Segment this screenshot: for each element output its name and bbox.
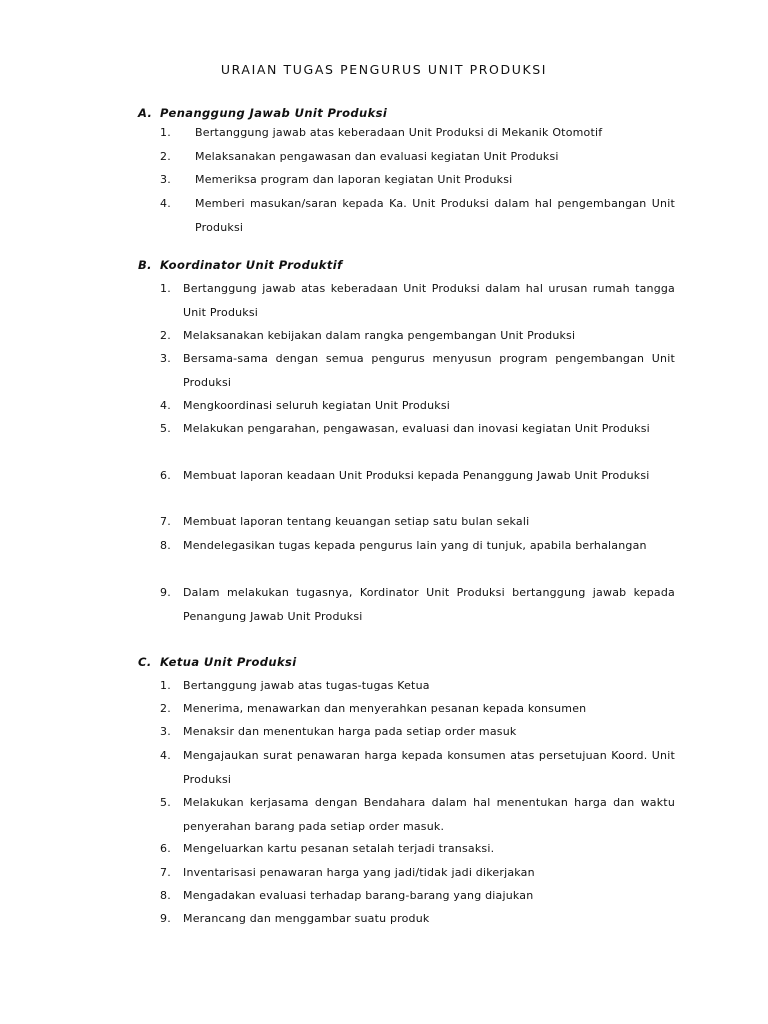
item-number: 8. xyxy=(160,889,171,902)
item-number: 3. xyxy=(160,173,171,186)
item-text: Merancang dan menggambar suatu produk xyxy=(183,912,430,925)
item-text: Mengkoordinasi seluruh kegiatan Unit Produksi xyxy=(183,399,451,412)
item-text: Melaksanakan kebijakan dalam rangka pengembangan Unit Produksi xyxy=(183,329,576,342)
item-text: Bertanggung jawab atas tugas-tugas Ketua xyxy=(183,679,430,692)
section-title: Penanggung Jawab Unit Produksi xyxy=(160,106,388,120)
item-number: 6. xyxy=(160,842,171,855)
page-title: URAIAN TUGAS PENGURUS UNIT PRODUKSI xyxy=(220,62,548,77)
item-text: Dalam melakukan tugasnya, Kordinator Unit Produksi bertanggung jawab kepada Penangung Jawab Unit Produksi xyxy=(183,586,675,623)
item-number: 3. xyxy=(160,725,171,738)
section-title: Koordinator Unit Produktif xyxy=(160,258,343,272)
item-number: 7. xyxy=(160,515,171,528)
item-number: 4. xyxy=(160,749,171,762)
item-text: Mengeluarkan kartu pesanan setalah terjadi transaksi. xyxy=(183,842,495,855)
item-number: 2. xyxy=(160,329,171,342)
item-number: 8. xyxy=(160,539,171,552)
item-text: Inventarisasi penawaran harga yang jadi/tidak jadi dikerjakan xyxy=(183,866,535,879)
section-letter: A. xyxy=(138,106,153,120)
item-text: Bersama-sama dengan semua pengurus menyusun program pengembangan Unit Produksi xyxy=(183,352,675,389)
item-number: 1. xyxy=(160,126,171,139)
section-c-heading xyxy=(138,655,297,669)
item-text: Memberi masukan/saran kepada Ka. Unit Produksi dalam hal pengembangan Unit Produksi xyxy=(195,197,675,234)
item-text: Membuat laporan keadaan Unit Produksi kepada Penanggung Jawab Unit Produksi xyxy=(183,469,650,482)
section-a-heading xyxy=(138,106,387,120)
item-text: Membuat laporan tentang keuangan setiap satu bulan sekali xyxy=(183,515,530,528)
item-text: Melakukan pengarahan, pengawasan, evaluasi dan inovasi kegiatan Unit Produksi xyxy=(183,422,650,435)
item-number: 3. xyxy=(160,352,171,365)
item-number: 7. xyxy=(160,866,171,879)
item-number: 2. xyxy=(160,702,171,715)
section-letter: B. xyxy=(138,258,152,272)
item-number: 5. xyxy=(160,796,171,809)
item-text: Memeriksa program dan laporan kegiatan Unit Produksi xyxy=(195,173,513,186)
item-text: Bertanggung jawab atas keberadaan Unit Produksi dalam hal urusan rumah tangga Unit Produksi xyxy=(183,282,675,319)
section-title: Ketua Unit Produksi xyxy=(160,655,297,669)
item-text: Melakukan kerjasama dengan Bendahara dalam hal menentukan harga dan waktu penyerahan barang pada setiap order masuk. xyxy=(183,796,675,833)
item-number: 9. xyxy=(160,912,171,925)
item-number: 6. xyxy=(160,469,171,482)
item-text: Melaksanakan pengawasan dan evaluasi kegiatan Unit Produksi xyxy=(195,150,559,163)
item-number: 5. xyxy=(160,422,171,435)
section-b-heading xyxy=(138,258,342,272)
item-number: 1. xyxy=(160,679,171,692)
item-text: Mendelegasikan tugas kepada pengurus lain yang di tunjuk, apabila berhalangan xyxy=(183,539,647,552)
item-number: 2. xyxy=(160,150,171,163)
item-number: 1. xyxy=(160,282,171,295)
item-number: 4. xyxy=(160,197,171,210)
section-letter: C. xyxy=(138,655,152,669)
item-number: 4. xyxy=(160,399,171,412)
item-text: Bertanggung jawab atas keberadaan Unit Produksi di Mekanik Otomotif xyxy=(195,126,603,139)
item-number: 9. xyxy=(160,586,171,599)
item-text: Mengajaukan surat penawaran harga kepada konsumen atas persetujuan Koord. Unit Produksi xyxy=(183,749,675,786)
item-text: Menaksir dan menentukan harga pada setiap order masuk xyxy=(183,725,517,738)
item-text: Menerima, menawarkan dan menyerahkan pesanan kepada konsumen xyxy=(183,702,587,715)
item-text: Mengadakan evaluasi terhadap barang-barang yang diajukan xyxy=(183,889,534,902)
